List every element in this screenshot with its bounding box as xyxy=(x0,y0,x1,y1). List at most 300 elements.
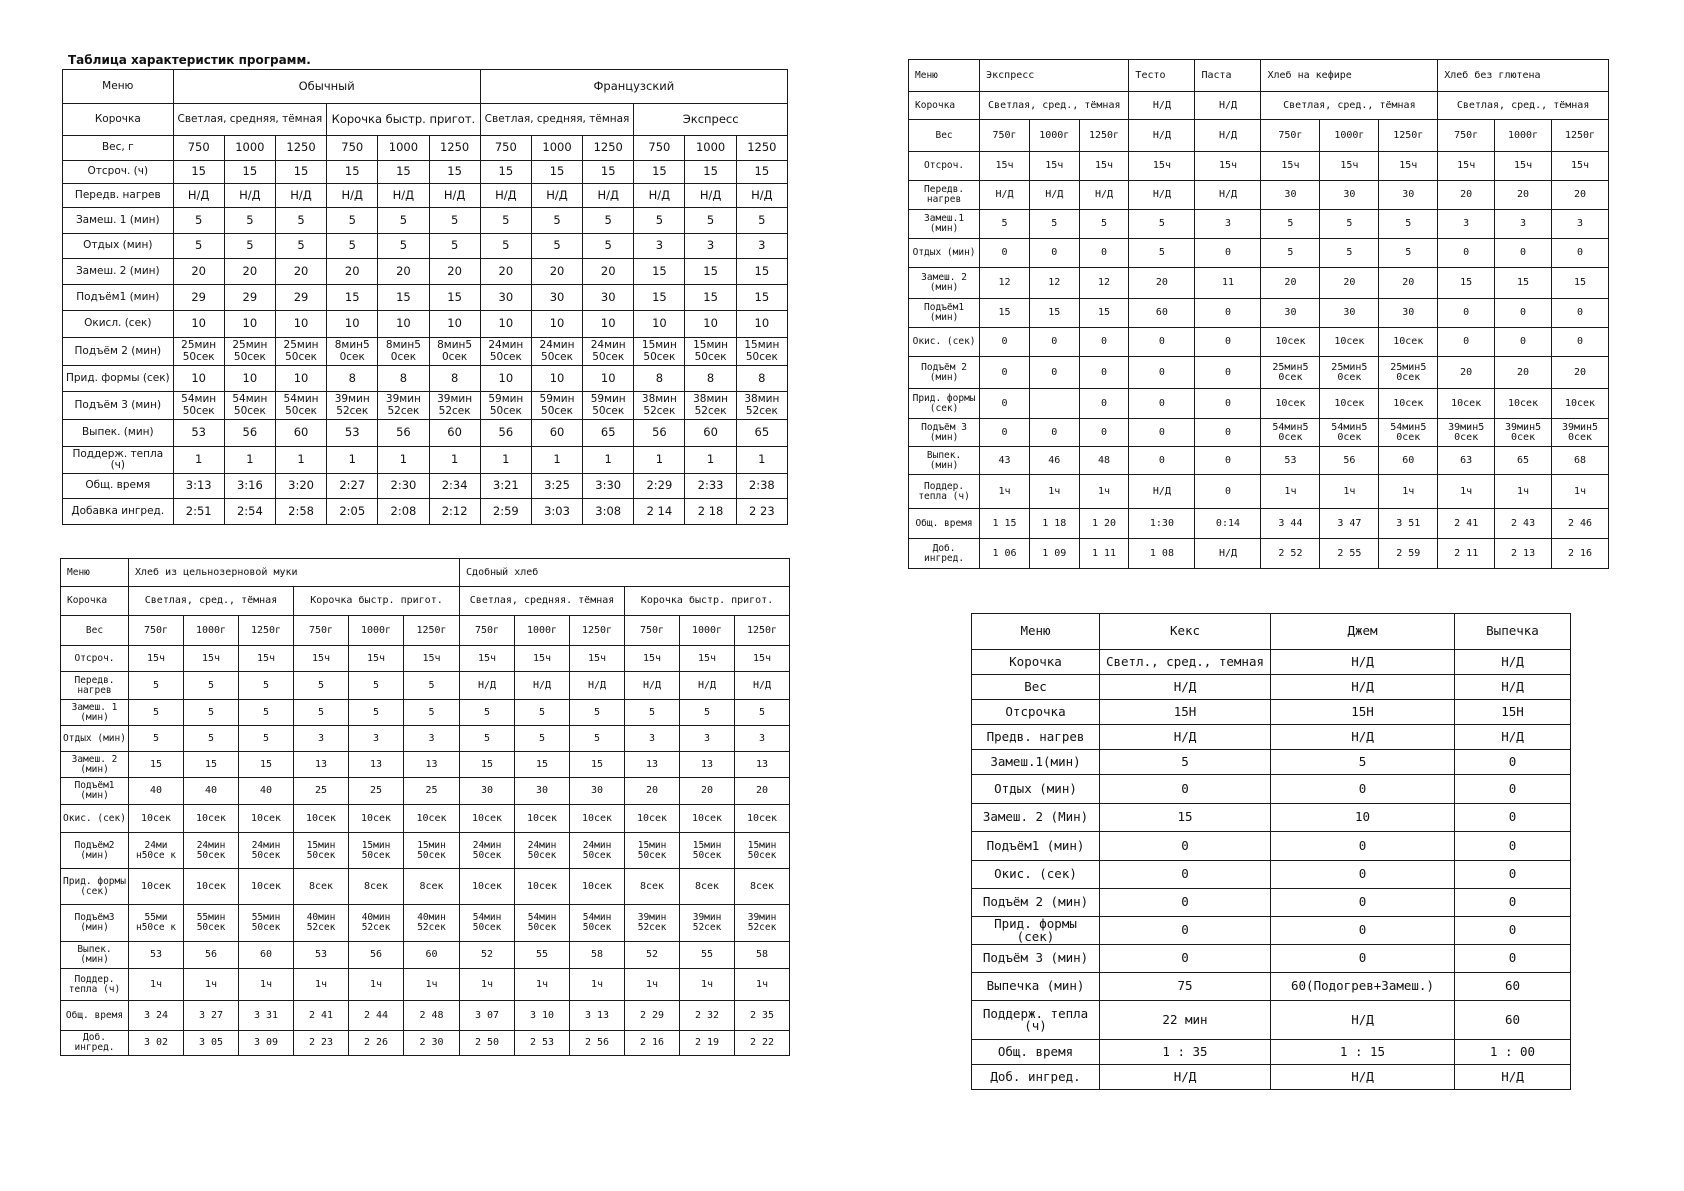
table-row xyxy=(972,700,1571,725)
row-header-cell: Выпек. (мин) xyxy=(909,447,980,475)
table-cell: 2:38 xyxy=(736,474,787,499)
table-cell: 10сек xyxy=(239,805,294,833)
table-cell: 15 xyxy=(184,752,239,778)
table-cell: 1 09 xyxy=(1029,539,1079,569)
table-cell: 15ч xyxy=(129,646,184,672)
table-cell: 15 xyxy=(1029,299,1079,328)
table-cell: 15Н xyxy=(1271,700,1455,725)
table-cell: 1ч xyxy=(1495,475,1552,509)
table-cell: 20 xyxy=(625,778,680,805)
row-header-cell: Общ. время xyxy=(61,1001,129,1031)
table-row xyxy=(909,328,1609,357)
table-cell: 0 xyxy=(1129,419,1195,447)
row-header-cell: Общ. время xyxy=(63,474,174,499)
column-header-cell: Обычный xyxy=(173,70,480,104)
row-header-cell: Окис. (сек) xyxy=(61,805,129,833)
table-cell: 43 xyxy=(980,447,1030,475)
table-cell: 30 xyxy=(1379,181,1438,210)
table-row xyxy=(61,969,790,1001)
table-cell: Светлая, сред., тёмная xyxy=(129,587,294,616)
row-header-cell: Замеш.1 (мин) xyxy=(909,210,980,239)
table-cell: 2:30 xyxy=(378,474,429,499)
table-cell: 0 xyxy=(1455,832,1571,861)
table-cell: 22 мин xyxy=(1100,1001,1271,1040)
table-cell: 38мин 52сек xyxy=(634,392,685,420)
table-cell: 2 44 xyxy=(349,1001,404,1031)
table-cell: 40 xyxy=(239,778,294,805)
table-cell: 29 xyxy=(173,285,224,311)
table-cell: 2 52 xyxy=(1261,539,1320,569)
table-cell: 56 xyxy=(224,420,275,447)
table-cell: 54мин 50сек xyxy=(570,905,625,942)
table-cell: 1250г xyxy=(735,616,790,646)
table-cell: 10 xyxy=(531,311,582,338)
row-header-cell: Отсрочка xyxy=(972,700,1100,725)
table-cell: 1ч xyxy=(1320,475,1379,509)
table-cell: 24мин 50сек xyxy=(184,833,239,869)
table-cell: 2 32 xyxy=(680,1001,735,1031)
column-header-cell: Французский xyxy=(480,70,787,104)
table-cell: 5 xyxy=(404,672,460,700)
table-cell: 1ч xyxy=(680,969,735,1001)
table-cell: 10 xyxy=(583,366,634,392)
table-cell: 1 08 xyxy=(1129,539,1195,569)
table-cell: 10сек xyxy=(1379,389,1438,419)
table-cell: 15 xyxy=(239,752,294,778)
table-cell: 0 xyxy=(1271,945,1455,973)
table-cell: 20 xyxy=(429,259,480,285)
table-cell: 20 xyxy=(480,259,531,285)
table-cell: 30 xyxy=(531,285,582,311)
table-cell: 39мин 52сек xyxy=(327,392,378,420)
table-cell: 3 xyxy=(736,234,787,259)
table-cell: 3 xyxy=(1495,210,1552,239)
table-cell: 5 xyxy=(327,208,378,234)
table-cell: 3:21 xyxy=(480,474,531,499)
table-cell: 8сек xyxy=(625,869,680,905)
table-cell: 15мин 50сек xyxy=(634,338,685,366)
table-cell: 5 xyxy=(184,672,239,700)
table-cell: 5 xyxy=(349,672,404,700)
table-cell: 3 09 xyxy=(239,1031,294,1056)
table-cell: 20 xyxy=(1552,357,1609,389)
row-header-cell: Прид. формы (сек) xyxy=(909,389,980,419)
table-cell: Н/Д xyxy=(1271,1001,1455,1040)
table-cell: 10сек xyxy=(1495,389,1552,419)
table-cell: 2 13 xyxy=(1495,539,1552,569)
table-cell: 15ч xyxy=(294,646,349,672)
column-header-cell: Хлеб без глютена xyxy=(1438,60,1609,92)
table-cell: 1ч xyxy=(129,969,184,1001)
table-cell: 10 xyxy=(275,366,326,392)
table-cell: 55мин 50сек xyxy=(239,905,294,942)
table-row xyxy=(909,268,1609,299)
table-cell: 20 xyxy=(1438,181,1495,210)
table-cell: 3 xyxy=(735,726,790,752)
table-cell: 15ч xyxy=(1495,152,1552,181)
table-cell: 8 xyxy=(378,366,429,392)
table-cell: 2:27 xyxy=(327,474,378,499)
table-cell: 15ч xyxy=(515,646,570,672)
table-cell: 5 xyxy=(275,234,326,259)
table-row xyxy=(63,285,788,311)
table-row xyxy=(61,1031,790,1056)
table-cell: Н/Д xyxy=(327,184,378,208)
table-row xyxy=(63,447,788,474)
table-cell: 59мин 50сек xyxy=(583,392,634,420)
table-cell: 3 44 xyxy=(1261,509,1320,539)
row-header-cell: Подъём1 (мин) xyxy=(63,285,174,311)
table-cell: 0 xyxy=(1129,447,1195,475)
table-row xyxy=(61,805,790,833)
table-row xyxy=(972,750,1571,775)
table-cell: 10сек xyxy=(735,805,790,833)
table-cell: 2 46 xyxy=(1552,509,1609,539)
table-cell: 39мин5 0сек xyxy=(1495,419,1552,447)
table-cell: 5 xyxy=(531,208,582,234)
table-cell: 1250г xyxy=(1379,120,1438,152)
table-cell: 1ч xyxy=(625,969,680,1001)
table-cell: 2:54 xyxy=(224,499,275,525)
table-cell: 29 xyxy=(224,285,275,311)
table-cell: 39мин 52сек xyxy=(429,392,480,420)
table-cell: 0 xyxy=(1495,239,1552,268)
table-cell: 3 xyxy=(1195,210,1261,239)
table-cell: 1ч xyxy=(735,969,790,1001)
table-row xyxy=(909,509,1609,539)
table-cell: 2 29 xyxy=(625,1001,680,1031)
table-cell: 15мин 50сек xyxy=(625,833,680,869)
table-cell: 25мин 50сек xyxy=(173,338,224,366)
table-cell: 1ч xyxy=(184,969,239,1001)
table-cell: 3:20 xyxy=(275,474,326,499)
table-cell: 5 xyxy=(1129,210,1195,239)
table-cell: 20 xyxy=(583,259,634,285)
table-cell: 2:58 xyxy=(275,499,326,525)
row-header-cell: Меню xyxy=(61,559,129,587)
table-cell: 5 xyxy=(1271,750,1455,775)
table-cell: 5 xyxy=(460,726,515,752)
table-cell: 1000г xyxy=(1029,120,1079,152)
table-cell: 15Н xyxy=(1455,700,1571,725)
table-cell: 1 : 15 xyxy=(1271,1040,1455,1065)
table-cell: 10сек xyxy=(515,805,570,833)
table-cell: Светл., сред., темная xyxy=(1100,650,1271,675)
table-cell: 60 xyxy=(1129,299,1195,328)
table-cell: 0 xyxy=(1195,328,1261,357)
table-cell: 2:12 xyxy=(429,499,480,525)
table-cell: 15ч xyxy=(1079,152,1129,181)
table-cell: 8мин5 0сек xyxy=(378,338,429,366)
table-cell: 1ч xyxy=(515,969,570,1001)
table-cell: 5 xyxy=(429,208,480,234)
table-cell: Н/Д xyxy=(531,184,582,208)
table-cell: 15ч xyxy=(1129,152,1195,181)
table-cell: 1 11 xyxy=(1079,539,1129,569)
table-cell: 10сек xyxy=(1320,389,1379,419)
table-row xyxy=(61,1001,790,1031)
table-cell: 15 xyxy=(327,161,378,184)
row-header-cell: Подъём 2 (мин) xyxy=(972,889,1100,917)
table-cell: 1 xyxy=(531,447,582,474)
table-cell: 0 xyxy=(1079,328,1129,357)
table-cell: 15 xyxy=(736,161,787,184)
table-cell: 60 xyxy=(239,942,294,969)
table-cell: 20 xyxy=(173,259,224,285)
column-header-cell: Хлеб на кефире xyxy=(1261,60,1438,92)
table-cell: 2 55 xyxy=(1320,539,1379,569)
table-cell: 15 xyxy=(515,752,570,778)
table-cell: 1250 xyxy=(275,136,326,161)
table-cell: 0 xyxy=(1455,945,1571,973)
table-cell: 750 xyxy=(480,136,531,161)
table-cell: 15ч xyxy=(625,646,680,672)
table-row xyxy=(909,152,1609,181)
table-cell: 0 xyxy=(980,239,1030,268)
table-cell: 10 xyxy=(1271,804,1455,832)
table-cell: 10 xyxy=(275,311,326,338)
table-cell: 750 xyxy=(327,136,378,161)
table-cell: 1 xyxy=(634,447,685,474)
table-cell: 3:16 xyxy=(224,474,275,499)
table-row xyxy=(61,726,790,752)
table-cell: 2:51 xyxy=(173,499,224,525)
table-cell: 59мин 50сек xyxy=(480,392,531,420)
table-cell: 54мин5 0сек xyxy=(1320,419,1379,447)
table-row xyxy=(61,942,790,969)
table-cell: 10сек xyxy=(129,869,184,905)
table-cell: 0 xyxy=(1100,775,1271,804)
table-cell: 10 xyxy=(685,311,736,338)
table-cell: 2:05 xyxy=(327,499,378,525)
table-cell: 0 xyxy=(1271,832,1455,861)
table-cell: 5 xyxy=(378,234,429,259)
table-cell: 10 xyxy=(736,311,787,338)
table-row xyxy=(909,210,1609,239)
table-cell: 39мин5 0сек xyxy=(1438,419,1495,447)
row-header-cell: Выпек. (мин) xyxy=(63,420,174,447)
table-cell: Н/Д xyxy=(173,184,224,208)
table-cell: Н/Д xyxy=(685,184,736,208)
table-cell: 55 xyxy=(680,942,735,969)
table-cell: Н/Д xyxy=(1195,120,1261,152)
table-cell: 1000г xyxy=(680,616,735,646)
table-cell: 20 xyxy=(1438,357,1495,389)
table-cell: 0 xyxy=(1079,419,1129,447)
table-cell: 30 xyxy=(1261,181,1320,210)
table-cell: Н/Д xyxy=(275,184,326,208)
table-cell: 1 xyxy=(173,447,224,474)
row-header-cell: Замеш. 1 (мин) xyxy=(61,700,129,726)
table-cell: 15 xyxy=(570,752,625,778)
table-cell: 15ч xyxy=(1379,152,1438,181)
table-cell: 5 xyxy=(239,726,294,752)
row-header-cell: Замеш. 2 (мин) xyxy=(61,752,129,778)
table-cell: 24мин 50сек xyxy=(239,833,294,869)
table-cell: 20 xyxy=(1379,268,1438,299)
table-cell: 48 xyxy=(1079,447,1129,475)
table-cell: 10сек xyxy=(294,805,349,833)
table-row xyxy=(972,775,1571,804)
table-cell: 60 xyxy=(1379,447,1438,475)
table-cell: 56 xyxy=(378,420,429,447)
table-cell: 25 xyxy=(349,778,404,805)
table-row xyxy=(61,833,790,869)
table-cell: 1 xyxy=(736,447,787,474)
table-cell: 15ч xyxy=(1320,152,1379,181)
table-cell: Светлая, сред., тёмная xyxy=(1438,92,1609,120)
table-cell: 1 15 xyxy=(980,509,1030,539)
table-cell: 15 xyxy=(583,161,634,184)
table-cell: 0 xyxy=(1129,389,1195,419)
table-cell: 25мин 50сек xyxy=(275,338,326,366)
table-cell: 20 xyxy=(1129,268,1195,299)
table-cell: 1250г xyxy=(1552,120,1609,152)
table-cell: 2 19 xyxy=(680,1031,735,1056)
table-cell: Н/Д xyxy=(1129,92,1195,120)
table-cell: 0 xyxy=(1552,299,1609,328)
table-cell: 8мин5 0сек xyxy=(327,338,378,366)
table-cell: 0 xyxy=(1455,750,1571,775)
table-cell: 24мин 50сек xyxy=(480,338,531,366)
table-cell: 15мин 50сек xyxy=(349,833,404,869)
table-cell: 0 xyxy=(1129,357,1195,389)
table-cell: 1250 xyxy=(736,136,787,161)
table-cell: 1 20 xyxy=(1079,509,1129,539)
table-cell: 1250г xyxy=(1079,120,1129,152)
table-cell: 0 xyxy=(1029,357,1079,389)
table-cell: Н/Д xyxy=(736,184,787,208)
table-cell: 15мин 50сек xyxy=(404,833,460,869)
table-cell: 15 xyxy=(480,161,531,184)
table-cell: 5 xyxy=(1379,239,1438,268)
table-row xyxy=(909,92,1609,120)
table-cell: 2 35 xyxy=(735,1001,790,1031)
table-cell: 0 xyxy=(1100,945,1271,973)
table-cell: 3 xyxy=(685,234,736,259)
table-cell: 0 xyxy=(1100,861,1271,889)
table-cell: 10 xyxy=(327,311,378,338)
table-cell: 5 xyxy=(224,234,275,259)
column-header-cell: Джем xyxy=(1271,614,1455,650)
row-header-cell: Отдых (мин) xyxy=(61,726,129,752)
table-cell: 3 31 xyxy=(239,1001,294,1031)
table-cell: 52 xyxy=(460,942,515,969)
table-cell: 750г xyxy=(1438,120,1495,152)
table-row xyxy=(972,917,1571,945)
table-cell: 68 xyxy=(1552,447,1609,475)
table-cell: 59мин 50сек xyxy=(531,392,582,420)
table-cell: 5 xyxy=(1029,210,1079,239)
table-cell: 2 48 xyxy=(404,1001,460,1031)
table-cell: 1 xyxy=(275,447,326,474)
table-cell: 5 xyxy=(327,234,378,259)
table-cell: 15 xyxy=(129,752,184,778)
table-cell: Н/Д xyxy=(1271,675,1455,700)
table-cell: 0 xyxy=(1438,239,1495,268)
table-cell: 1 xyxy=(480,447,531,474)
table-cell: Светлая, сред., тёмная xyxy=(980,92,1129,120)
table-cell: Светлая, средняя, тёмная xyxy=(173,104,327,136)
row-header-cell: Прид. формы (сек) xyxy=(63,366,174,392)
table-cell: 5 xyxy=(736,208,787,234)
table-cell: 29 xyxy=(275,285,326,311)
table-row xyxy=(972,614,1571,650)
table-cell: 0 xyxy=(1438,328,1495,357)
table-cell: 8 xyxy=(634,366,685,392)
table-cell: Н/Д xyxy=(480,184,531,208)
table-cell: 38мин 52сек xyxy=(736,392,787,420)
table-cell: 0:14 xyxy=(1195,509,1261,539)
table-cell: Н/Д xyxy=(1100,725,1271,750)
table-cell: 3:13 xyxy=(173,474,224,499)
table-row xyxy=(909,181,1609,210)
table-cell: 1ч xyxy=(239,969,294,1001)
table-cell: 0 xyxy=(1029,328,1079,357)
table-cell: 1000г xyxy=(1320,120,1379,152)
table-cell: 15 xyxy=(429,285,480,311)
table-cell: 5 xyxy=(1379,210,1438,239)
row-header-cell: Подъём1 (мин) xyxy=(909,299,980,328)
table-cell: 54мин 50сек xyxy=(275,392,326,420)
table-cell: 39мин 52сек xyxy=(625,905,680,942)
table-cell: 60 xyxy=(685,420,736,447)
table-cell: 3 24 xyxy=(129,1001,184,1031)
table-cell: 0 xyxy=(1129,328,1195,357)
table-cell: 13 xyxy=(404,752,460,778)
table-cell: 750г xyxy=(460,616,515,646)
table-row xyxy=(63,208,788,234)
table-cell: 0 xyxy=(1495,299,1552,328)
table-cell xyxy=(1029,389,1079,419)
table-cell: 0 xyxy=(1271,775,1455,804)
table-cell: 2 30 xyxy=(404,1031,460,1056)
row-header-cell: Замеш.1(мин) xyxy=(972,750,1100,775)
table-cell: 20 xyxy=(735,778,790,805)
table-cell: 10сек xyxy=(129,805,184,833)
table-cell: 10сек xyxy=(1320,328,1379,357)
table-cell: 60(Подогрев+Замеш.) xyxy=(1271,973,1455,1001)
row-header-cell: Окис. (сек) xyxy=(909,328,980,357)
table-cell: 3 xyxy=(1552,210,1609,239)
table-cell: 1250г xyxy=(239,616,294,646)
table-cell: 20 xyxy=(1261,268,1320,299)
table-cell: 8сек xyxy=(404,869,460,905)
table-cell: 3 02 xyxy=(129,1031,184,1056)
table-cell: Н/Д xyxy=(1195,181,1261,210)
table-cell: 65 xyxy=(1495,447,1552,475)
row-header-cell: Подъём 3 (мин) xyxy=(972,945,1100,973)
table-cell: 53 xyxy=(327,420,378,447)
row-header-cell: Меню xyxy=(909,60,980,92)
table-cell: 15 xyxy=(980,299,1030,328)
table-cell: 1ч xyxy=(1438,475,1495,509)
table-cell: 10 xyxy=(531,366,582,392)
row-header-cell: Подъём2 (мин) xyxy=(61,833,129,869)
table-cell: 750г xyxy=(294,616,349,646)
table-cell: 2 11 xyxy=(1438,539,1495,569)
table-cell: 5 xyxy=(625,700,680,726)
table-cell: 2 56 xyxy=(570,1031,625,1056)
table-cell: 15 xyxy=(634,161,685,184)
table-cell: 1 : 35 xyxy=(1100,1040,1271,1065)
column-header-cell: Хлеб из цельнозерновой муки xyxy=(129,559,460,587)
table-cell: 1ч xyxy=(1029,475,1079,509)
table-cell: 1ч xyxy=(404,969,460,1001)
table-cell: 1 : 00 xyxy=(1455,1040,1571,1065)
table-cell: 0 xyxy=(1195,419,1261,447)
table-cell: 8мин5 0сек xyxy=(429,338,480,366)
